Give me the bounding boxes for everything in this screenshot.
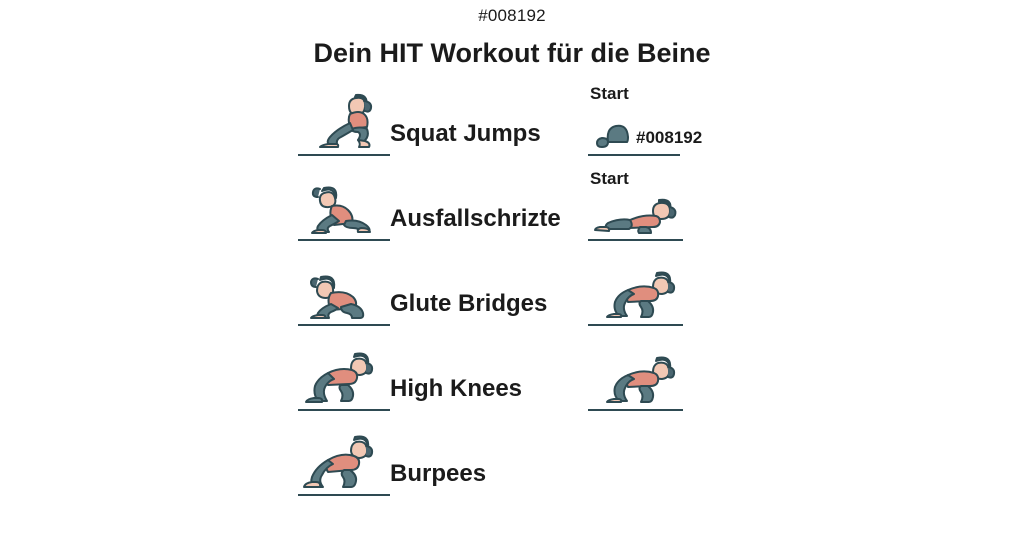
- exercise-row: [0, 84, 1024, 173]
- exercise-label: Ausfallschrizte: [390, 205, 561, 232]
- page-title: Dein HIT Workout für die Beine: [313, 38, 711, 68]
- exercise-item-high-knees: [298, 343, 523, 423]
- exercise-figure-stretch-icon: [298, 175, 393, 237]
- exercise-item-burpees: [298, 428, 487, 508]
- exercise-label: Burpees: [390, 460, 487, 487]
- ground-line: [588, 239, 683, 241]
- exercise-figure-allfours-icon: [588, 260, 683, 322]
- start-label: Start: [590, 169, 629, 188]
- exercise-item-ausfallschrizte: [298, 173, 561, 253]
- exercise-row: [0, 169, 1024, 258]
- exercise-item-squat-jumps: [298, 88, 541, 168]
- ground-line: [298, 409, 390, 411]
- exercise-figure-allfours-icon: [588, 345, 683, 407]
- ground-line: [588, 324, 683, 326]
- ground-line: [298, 239, 390, 241]
- exercise-item-start-1: [588, 84, 738, 168]
- exercise-item-glute-bridges: [298, 258, 548, 338]
- exercise-row: [0, 343, 1024, 428]
- exercise-item-allfours-4: [588, 343, 738, 423]
- exercise-label: High Knees: [390, 375, 523, 402]
- exercise-label: Glute Bridges: [390, 290, 548, 317]
- exercise-item-start-2: [588, 169, 738, 253]
- exercise-row: [0, 428, 1024, 513]
- code-top-label: #008192: [478, 6, 546, 25]
- code-inline-label: #008192: [636, 128, 703, 147]
- exercise-label: Squat Jumps: [390, 120, 541, 147]
- exercise-figure-plank-icon: [298, 430, 393, 492]
- start-label: Start: [590, 84, 629, 103]
- exercise-figure-kneel-icon: [298, 260, 393, 322]
- ground-line: [588, 154, 680, 156]
- exercise-row: [0, 258, 1024, 343]
- exercise-figure-allfours-icon: [298, 345, 393, 407]
- ground-line: [588, 409, 683, 411]
- ground-line: [298, 154, 390, 156]
- exercise-figure-lunge-icon: [298, 90, 393, 152]
- ground-line: [298, 324, 390, 326]
- exercise-figure-plank-low-icon: [588, 175, 683, 237]
- exercise-item-allfours-3: [588, 258, 738, 338]
- exercise-list: [0, 84, 1024, 513]
- ground-line: [298, 494, 390, 496]
